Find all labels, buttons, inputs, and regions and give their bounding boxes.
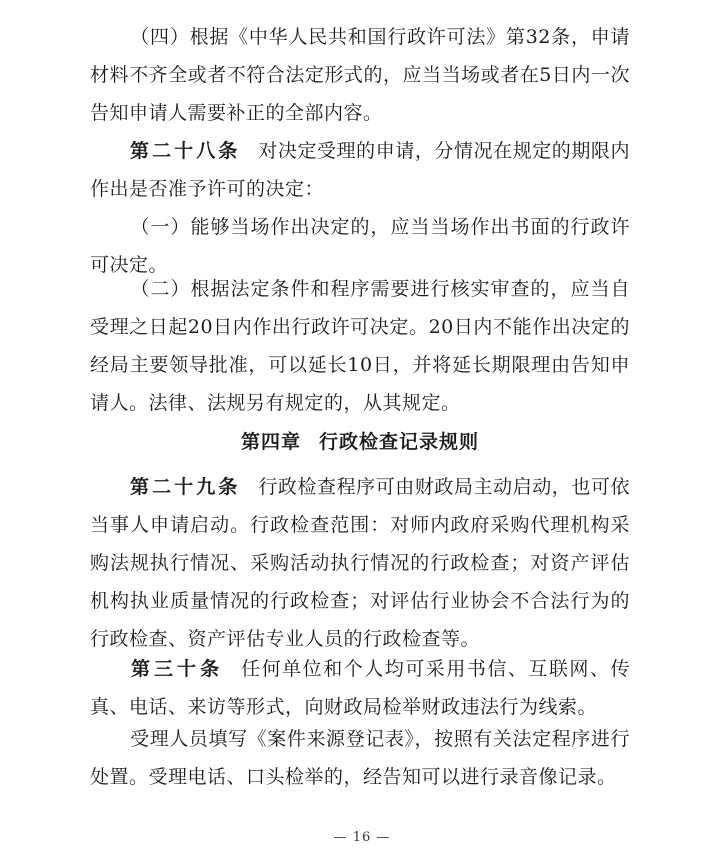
chapter-number: 第四章 [240, 431, 301, 453]
paragraph-text: （二）根据法定条件和程序需要进行核实审查的，应当自受理之日起20日内作出行政许可决定。20日内不能作出决定的经局主要领导批准，可以延长10日，并将延长期限理由告知申请人。法律、法规另有规定的，从其规定。 [90, 278, 630, 414]
chapter-title: 行政检查记录规则 [319, 431, 480, 453]
article-30-heading: 第三十条 [130, 658, 224, 680]
article-28-heading: 第二十八条 [130, 140, 241, 162]
article-28-text: 对决定受理的申请，分情况在规定的期限内作出是否准予许可的决定： [90, 140, 630, 200]
paragraph-item-2 [90, 270, 630, 422]
article-30-text: 任何单位和个人均可采用书信、互联网、传真、电话、来访等形式，向财政局检举财政违法行为线索。 [90, 658, 630, 718]
paragraph-text: （一）能够当场作出决定的，应当当场作出书面的行政许可决定。 [90, 216, 630, 276]
article-29-text: 行政检查程序可由财政局主动启动，也可依当事人申请启动。行政检查范围：对师内政府采购代理机构采购法规执行情况、采购活动执行情况的行政检查；对资产评估机构执业质量情况的行政检查；对评估行业协会不合法行为的行政检查、资产评估专业人员的行政检查等。 [90, 476, 630, 650]
paragraph-item-4 [90, 18, 630, 132]
article-29 [90, 468, 630, 658]
paragraph-text: （四）根据《中华人民共和国行政许可法》第32条，申请材料不齐全或者不符合法定形式的，应当当场或者在5日内一次告知申请人需要补正的全部内容。 [90, 26, 630, 124]
page-number: — 16 — [333, 830, 391, 845]
chapter-heading [90, 423, 630, 461]
article-29-heading: 第二十九条 [130, 476, 241, 498]
article-28 [90, 132, 630, 208]
paragraph-complaint-handling [90, 720, 630, 796]
paragraph-text: 受理人员填写《案件来源登记表》，按照有关法定程序进行处置。受理电话、口头检举的，经告知可以进行录音像记录。 [90, 728, 630, 788]
article-30 [90, 650, 630, 726]
